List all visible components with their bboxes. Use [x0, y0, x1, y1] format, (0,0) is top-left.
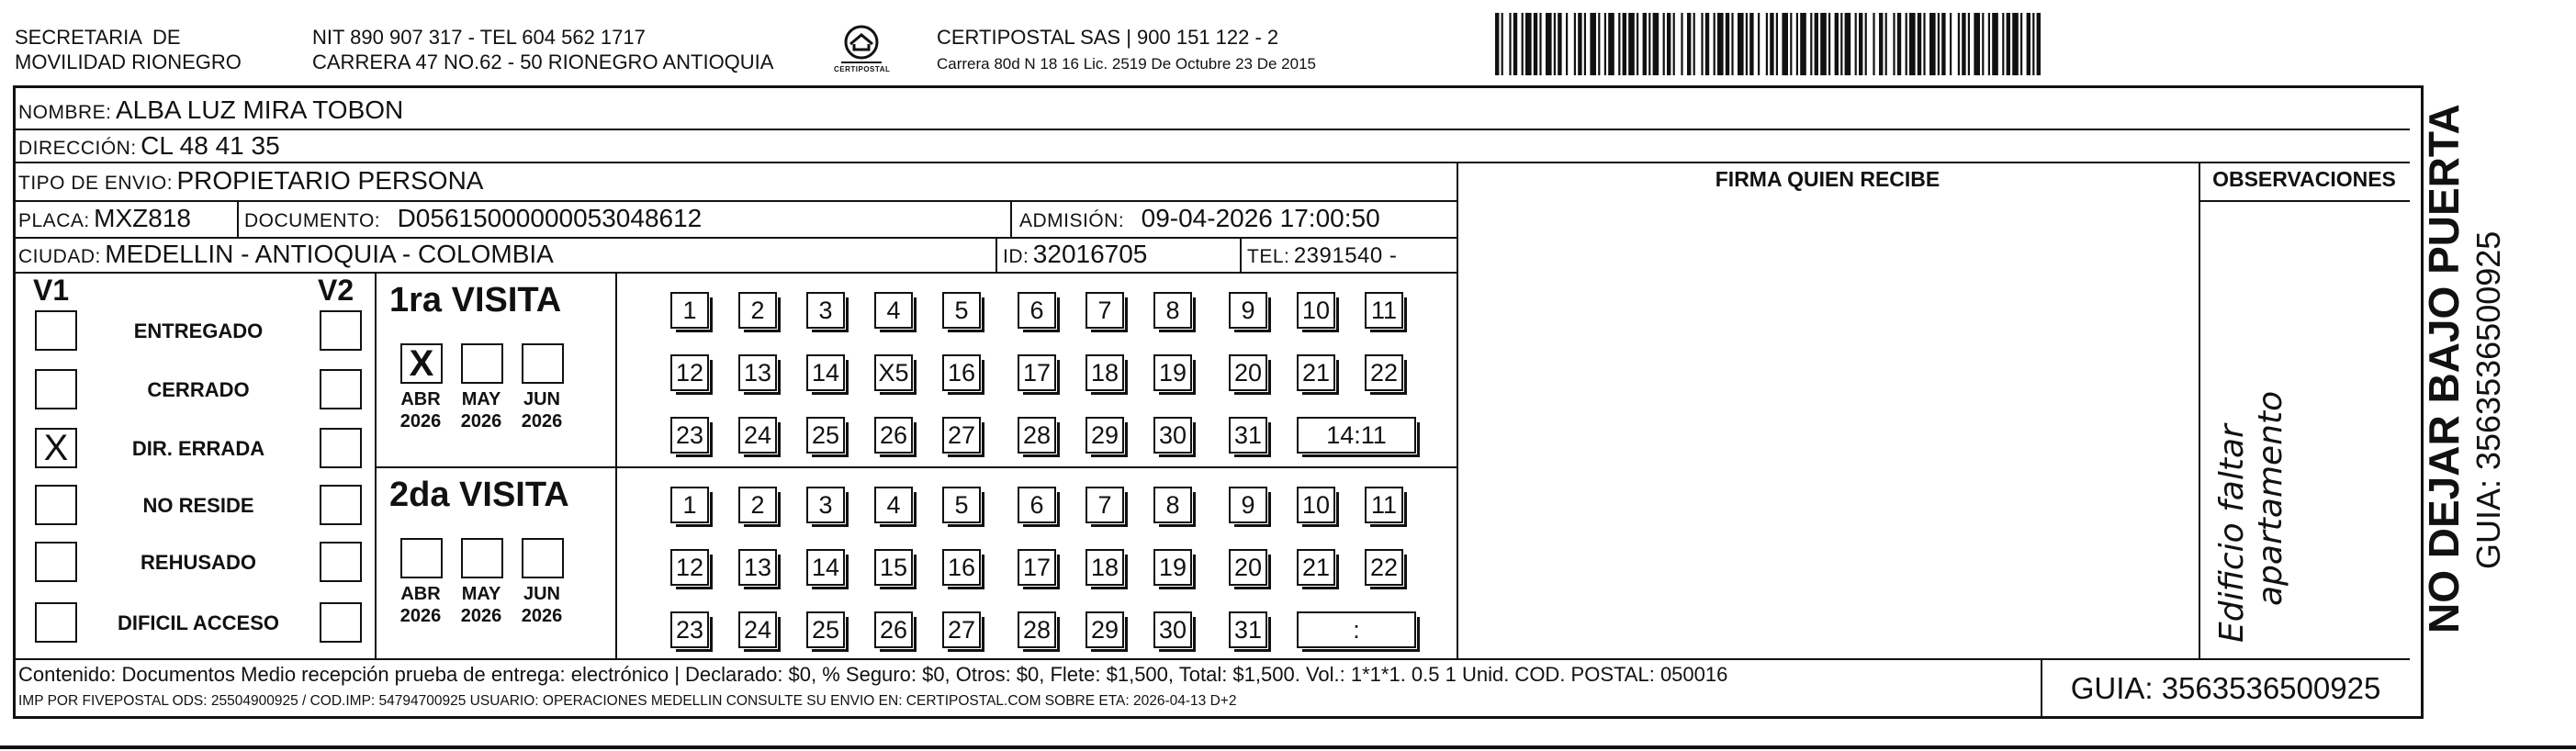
- rule: [13, 162, 2410, 163]
- barcode-bar: [1992, 13, 1998, 75]
- barcode-bar: [1667, 13, 1670, 75]
- day-box[interactable]: 2: [738, 292, 777, 329]
- id-value: 32016705: [1032, 240, 1148, 268]
- logo-text: CERTIPOSTAL: [834, 65, 891, 73]
- rule: [375, 272, 377, 658]
- v2-checkbox[interactable]: [320, 542, 362, 582]
- barcode-bar: [1643, 13, 1647, 75]
- barcode-bar: [1558, 13, 1561, 75]
- barcode-bar: [1653, 13, 1659, 75]
- barcode-bar: [1673, 13, 1675, 75]
- barcode-bar: [1738, 13, 1744, 75]
- rule: [2199, 200, 2410, 202]
- signature-area[interactable]: [1460, 204, 2195, 656]
- barcode-bar: [1958, 13, 1960, 75]
- v1-label: V1: [33, 274, 70, 307]
- barcode-bar: [1770, 13, 1773, 75]
- month-name: ABR: [400, 389, 441, 409]
- month-name: ABR: [400, 584, 441, 604]
- rule: [996, 237, 997, 272]
- time-box[interactable]: :: [1297, 611, 1416, 648]
- barcode-bar: [1906, 13, 1907, 75]
- day-box[interactable]: 31: [1229, 611, 1267, 648]
- address-line: CARRERA 47 NO.62 - 50 RIONEGRO ANTIOQUIA: [312, 50, 774, 73]
- rule: [1240, 237, 1242, 272]
- day-box[interactable]: 24: [738, 611, 777, 648]
- barcode-bar: [1766, 13, 1768, 75]
- barcode-bar: [2032, 13, 2034, 75]
- barcode-bar: [1909, 13, 1916, 75]
- day-box[interactable]: 11: [1365, 292, 1403, 329]
- status-label: DIFICIL ACCESO: [117, 611, 279, 634]
- day-box[interactable]: 16: [942, 354, 981, 391]
- barcode-bar: [1584, 13, 1586, 75]
- month-checkbox[interactable]: X: [400, 343, 443, 384]
- barcode-bar: [2027, 13, 2030, 75]
- day-box[interactable]: 29: [1086, 417, 1124, 454]
- barcode-bar: [1885, 13, 1887, 75]
- day-box[interactable]: 1: [670, 487, 709, 523]
- rule: [1457, 162, 1458, 658]
- barcode-bar: [1509, 13, 1511, 75]
- v2-label: V2: [318, 274, 354, 307]
- month-year: 2026: [399, 411, 442, 432]
- v1-checkbox[interactable]: [35, 369, 77, 409]
- barcode-bar: [1855, 13, 1857, 75]
- day-box[interactable]: 31: [1229, 417, 1267, 454]
- barcode-bar: [1574, 13, 1576, 75]
- v1-checkbox[interactable]: [35, 542, 77, 582]
- no-dejar-text: NO DEJAR BAJO PUERTA: [2420, 104, 2468, 633]
- barcode-bar: [1929, 13, 1936, 75]
- barcode-bar: [1539, 13, 1541, 75]
- month-checkbox[interactable]: [461, 343, 503, 384]
- rule: [1010, 200, 1012, 237]
- day-box[interactable]: 4: [874, 487, 913, 523]
- barcode-bar: [1648, 13, 1650, 75]
- barcode-bar: [2007, 13, 2010, 75]
- day-box[interactable]: 21: [1297, 549, 1335, 586]
- status-label: NO RESIDE: [142, 494, 254, 517]
- barcode-bar: [1897, 13, 1901, 75]
- day-box[interactable]: 26: [874, 611, 913, 648]
- courier-line: CERTIPOSTAL SAS | 900 151 122 - 2: [937, 26, 1279, 49]
- day-box[interactable]: 28: [1018, 611, 1056, 648]
- barcode-bar: [1918, 13, 1921, 75]
- org-name-line1: SECRETARIA DE: [15, 26, 181, 49]
- day-box[interactable]: 18: [1086, 549, 1124, 586]
- barcode-bar: [2012, 13, 2019, 75]
- barcode-bar: [1513, 13, 1517, 75]
- direccion-value: CL 48 41 35: [141, 131, 280, 160]
- side-guia-text: GUIA: 3563536500925: [2469, 230, 2507, 569]
- barcode-bar: [1681, 13, 1682, 75]
- barcode-bar: [2002, 13, 2004, 75]
- v2-checkbox[interactable]: [320, 369, 362, 409]
- barcode-bar: [1865, 13, 1867, 75]
- barcode-bar: [1840, 13, 1842, 75]
- day-box[interactable]: 6: [1018, 487, 1056, 523]
- day-box[interactable]: 3: [806, 487, 845, 523]
- barcode-bar: [1962, 13, 1965, 75]
- v1-checkbox[interactable]: X: [35, 428, 77, 468]
- barcode-bar: [1749, 13, 1753, 75]
- month-year: 2026: [460, 606, 502, 626]
- barcode-bar: [1731, 13, 1733, 75]
- tipo-envio-label: TIPO DE ENVIO:: [18, 173, 174, 194]
- observaciones-line1: Edificio faltar: [2213, 424, 2251, 643]
- day-box[interactable]: 12: [670, 354, 709, 391]
- month-year: 2026: [460, 411, 502, 432]
- barcode-bar: [1810, 13, 1812, 75]
- day-box[interactable]: 29: [1086, 611, 1124, 648]
- documento-label: DOCUMENTO:: [244, 210, 381, 231]
- day-box[interactable]: 30: [1153, 611, 1192, 648]
- day-box[interactable]: 19: [1153, 354, 1192, 391]
- status-label: CERRADO: [147, 378, 250, 401]
- barcode-bar: [1835, 13, 1839, 75]
- placa-label: PLACA:: [18, 210, 90, 231]
- day-box[interactable]: 4: [874, 292, 913, 329]
- barcode-bar: [1950, 13, 1952, 75]
- barcode-bar: [1726, 13, 1729, 75]
- barcode-bar: [1790, 13, 1792, 75]
- barcode-bar: [1618, 13, 1620, 75]
- day-box[interactable]: 13: [738, 549, 777, 586]
- certipostal-logo: [832, 24, 891, 79]
- tel-field: [1247, 241, 1397, 275]
- day-box[interactable]: 17: [1018, 549, 1056, 586]
- day-box[interactable]: 20: [1229, 549, 1267, 586]
- time-box[interactable]: 14:11: [1297, 417, 1416, 454]
- barcode-bar: [1845, 13, 1851, 75]
- rule: [375, 466, 1457, 468]
- day-box[interactable]: 20: [1229, 354, 1267, 391]
- barcode-bar: [2020, 13, 2022, 75]
- ciudad-value: MEDELLIN - ANTIOQUIA - COLOMBIA: [105, 240, 554, 268]
- barcode-bar: [1554, 13, 1556, 75]
- nombre-label: NOMBRE:: [18, 102, 112, 123]
- day-box[interactable]: 21: [1297, 354, 1335, 391]
- nombre-field: [18, 95, 403, 130]
- day-box[interactable]: X5: [874, 354, 913, 391]
- ciudad-label: CIUDAD:: [18, 246, 101, 267]
- direccion-field: [18, 130, 280, 166]
- status-label: REHUSADO: [141, 551, 256, 574]
- barcode-bar: [1923, 13, 1925, 75]
- month-name: MAY: [461, 584, 501, 604]
- rule: [2199, 162, 2200, 658]
- month-name: MAY: [461, 389, 501, 409]
- day-box[interactable]: 22: [1365, 549, 1403, 586]
- barcode-bar: [1566, 13, 1568, 75]
- firma-label: FIRMA QUIEN RECIBE: [1715, 167, 1940, 191]
- admision-label: ADMISIÓN:: [1019, 210, 1125, 231]
- day-box[interactable]: 19: [1153, 549, 1192, 586]
- barcode-bar: [1701, 13, 1703, 75]
- visit-title: 1ra VISITA: [389, 281, 562, 319]
- barcode-bar: [1525, 13, 1532, 75]
- tel-label: TEL:: [1247, 246, 1290, 267]
- barcode-bar: [1820, 13, 1827, 75]
- barcode-bar: [1522, 13, 1524, 75]
- day-box[interactable]: 23: [670, 417, 709, 454]
- barcode-bar: [1873, 13, 1874, 75]
- day-box[interactable]: 5: [942, 487, 981, 523]
- barcode-bar: [1502, 13, 1503, 75]
- day-box[interactable]: 7: [1086, 292, 1124, 329]
- barcode-bar: [1608, 13, 1614, 75]
- barcode-bar: [1604, 13, 1606, 75]
- day-box[interactable]: 17: [1018, 354, 1056, 391]
- day-box[interactable]: 25: [806, 611, 845, 648]
- day-box[interactable]: 8: [1153, 292, 1192, 329]
- barcode-bar: [1598, 13, 1600, 75]
- barcode-bar: [1663, 13, 1665, 75]
- day-box[interactable]: 12: [670, 549, 709, 586]
- courier-license: Carrera 80d N 18 16 Lic. 2519 De Octubre 23 De 2015: [937, 55, 1316, 73]
- org-name-line2: MOVILIDAD RIONEGRO: [15, 50, 242, 73]
- month-checkbox[interactable]: [400, 538, 443, 578]
- barcode-bar: [1534, 13, 1537, 75]
- day-box[interactable]: 25: [806, 417, 845, 454]
- day-box[interactable]: 6: [1018, 292, 1056, 329]
- barcode-bar: [1590, 13, 1596, 75]
- month-year: 2026: [521, 411, 563, 432]
- barcode-bar: [1758, 13, 1760, 75]
- barcode-bar: [1637, 13, 1638, 75]
- v2-checkbox[interactable]: [320, 310, 362, 351]
- day-box[interactable]: 30: [1153, 417, 1192, 454]
- day-box[interactable]: 28: [1018, 417, 1056, 454]
- day-box[interactable]: 26: [874, 417, 913, 454]
- observaciones-handwriting: [2213, 391, 2290, 643]
- month-year: 2026: [521, 606, 563, 626]
- month-name: JUN: [523, 389, 560, 409]
- barcode-bar: [1705, 13, 1709, 75]
- barcode-bar: [1828, 13, 1830, 75]
- barcode-bar: [1879, 13, 1883, 75]
- id-label: ID:: [1003, 246, 1029, 267]
- rule: [615, 272, 617, 658]
- ciudad-field: [18, 239, 554, 275]
- barcode-bar: [1800, 13, 1806, 75]
- barcode-bar: [1859, 13, 1862, 75]
- direccion-label: DIRECCIÓN:: [18, 138, 137, 159]
- day-box[interactable]: 5: [942, 292, 981, 329]
- barcode: [1495, 13, 2041, 75]
- placa-value: MXZ818: [94, 204, 191, 232]
- v2-checkbox[interactable]: [320, 428, 362, 468]
- barcode-bar: [1893, 13, 1895, 75]
- v2-checkbox[interactable]: [320, 485, 362, 525]
- status-label: DIR. ERRADA: [131, 437, 265, 460]
- day-box[interactable]: 18: [1086, 354, 1124, 391]
- v1-checkbox[interactable]: [35, 602, 77, 643]
- barcode-bar: [1796, 13, 1798, 75]
- placa-field: [18, 203, 191, 239]
- month-name: JUN: [523, 584, 560, 604]
- v1-checkbox[interactable]: [35, 310, 77, 351]
- tel-value: 2391540 -: [1293, 243, 1398, 268]
- rule: [237, 200, 239, 237]
- observaciones-line2: apartamento: [2252, 390, 2289, 606]
- visit-title: 2da VISITA: [389, 476, 569, 514]
- day-box[interactable]: 15: [874, 549, 913, 586]
- day-box[interactable]: 10: [1297, 487, 1335, 523]
- barcode-bar: [1693, 13, 1695, 75]
- day-box[interactable]: 14: [806, 549, 845, 586]
- month-checkbox[interactable]: [522, 538, 564, 578]
- day-box[interactable]: 1: [670, 292, 709, 329]
- day-box[interactable]: 22: [1365, 354, 1403, 391]
- day-box[interactable]: 13: [738, 354, 777, 391]
- day-box[interactable]: 23: [670, 611, 709, 648]
- nit-line: NIT 890 907 317 - TEL 604 562 1717: [312, 26, 646, 49]
- barcode-bar: [1968, 13, 1970, 75]
- admision-value: 09-04-2026 17:00:50: [1141, 204, 1380, 232]
- day-box[interactable]: 24: [738, 417, 777, 454]
- day-box[interactable]: 27: [942, 417, 981, 454]
- barcode-bar: [1782, 13, 1788, 75]
- page-edge: [0, 745, 2576, 749]
- month-checkbox[interactable]: [461, 538, 503, 578]
- barcode-bar: [1546, 13, 1552, 75]
- day-box[interactable]: 9: [1229, 292, 1267, 329]
- barcode-bar: [1578, 13, 1581, 75]
- barcode-bar: [1938, 13, 1940, 75]
- barcode-bar: [1687, 13, 1691, 75]
- guia-box: GUIA: 3563536500925: [2070, 671, 2381, 705]
- documento-value: D05615000000053048612: [397, 204, 703, 232]
- day-box[interactable]: 3: [806, 292, 845, 329]
- month-checkbox[interactable]: [522, 343, 564, 384]
- month-year: 2026: [399, 606, 442, 626]
- barcode-bar: [1982, 13, 1984, 75]
- barcode-bar: [1717, 13, 1724, 75]
- admision-field: [1019, 203, 1380, 239]
- v2-checkbox[interactable]: [320, 602, 362, 643]
- barcode-bar: [1746, 13, 1748, 75]
- barcode-bar: [1776, 13, 1778, 75]
- day-box[interactable]: 11: [1365, 487, 1403, 523]
- barcode-bar: [1974, 13, 1980, 75]
- day-box[interactable]: 9: [1229, 487, 1267, 523]
- day-box[interactable]: 7: [1086, 487, 1124, 523]
- observaciones-label: OBSERVACIONES: [2212, 167, 2396, 191]
- day-box[interactable]: 2: [738, 487, 777, 523]
- tipo-envio-value: PROPIETARIO PERSONA: [176, 166, 484, 195]
- barcode-bar: [1941, 13, 1945, 75]
- barcode-bar: [1714, 13, 1715, 75]
- barcode-bar: [1495, 13, 1499, 75]
- documento-field: [244, 203, 702, 239]
- barcode-bar: [1623, 13, 1626, 75]
- barcode-bar: [1988, 13, 1990, 75]
- barcode-bar: [1628, 13, 1635, 75]
- contenido-line: Contenido: Documentos Medio recepción prueba de entrega: electrónico | Declarado: $0, % Seguro: $0, Otros: $0, Flete: $1,500, Total: $1,500. Vol.: 1*1*1. 0.5 1 Unid. COD. POSTAL: 050016: [18, 663, 1728, 686]
- day-box[interactable]: 10: [1297, 292, 1335, 329]
- day-box[interactable]: 14: [806, 354, 845, 391]
- tipo-envio-field: [18, 165, 483, 201]
- nombre-value: ALBA LUZ MIRA TOBON: [115, 95, 404, 124]
- day-box[interactable]: 8: [1153, 487, 1192, 523]
- barcode-bar: [1815, 13, 1818, 75]
- id-field: [1003, 239, 1147, 275]
- day-box[interactable]: 27: [942, 611, 981, 648]
- imp-line: IMP POR FIVEPOSTAL ODS: 25504900925 / COD.IMP: 54794700925 USUARIO: OPERACIONES MEDELLIN CONSULTE SU ENVIO EN: CERTIPOSTAL.COM SOBRE ETA: 2026-04-13 D+2: [18, 693, 1237, 709]
- status-label: ENTREGADO: [133, 319, 264, 342]
- barcode-bar: [2037, 13, 2041, 75]
- v1-checkbox[interactable]: [35, 485, 77, 525]
- day-box[interactable]: 16: [942, 549, 981, 586]
